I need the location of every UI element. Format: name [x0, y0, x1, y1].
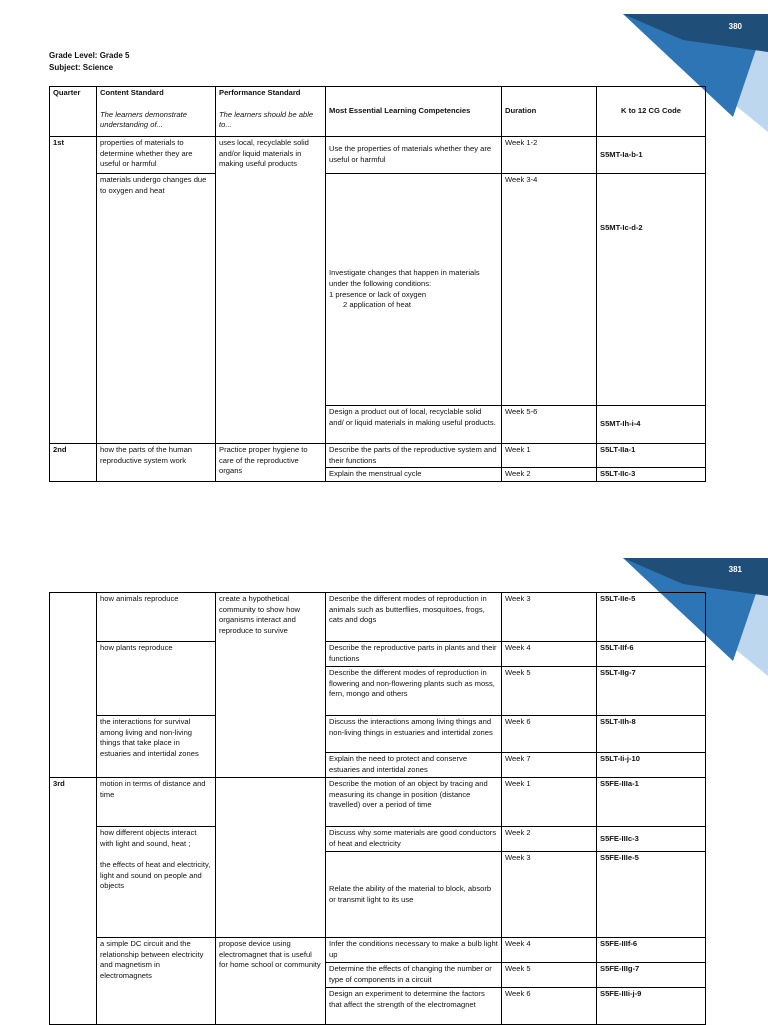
competency-cell: Describe the motion of an object by tracing and measuring its change in position (distance travelled) over a period of time — [326, 778, 502, 827]
header-performance-standard: Performance Standard The learners should be able to... — [216, 87, 326, 137]
competency-cell: Use the properties of materials whether they are useful or harmful — [326, 137, 502, 174]
page-381 — [0, 540, 768, 1024]
table-row — [50, 137, 706, 174]
content-standard-cell: a simple DC circuit and the relationship between electricity and magnetism in electromagnets — [97, 938, 216, 1025]
page-number: 381 — [728, 565, 742, 574]
content-standard-cell: how plants reproduce — [97, 642, 216, 716]
table-row — [50, 778, 706, 827]
performance-standard-cell — [216, 778, 326, 938]
competency-cell: Explain the need to protect and conserve estuaries and intertidal zones — [326, 753, 502, 778]
duration-cell: Week 6 — [502, 716, 597, 753]
duration-cell: Week 7 — [502, 753, 597, 778]
duration-cell: Week 3 — [502, 593, 597, 642]
competency-cell: Determine the effects of changing the number or type of components in a circuit — [326, 963, 502, 988]
code-cell: S5FE-IIIg-7 — [597, 963, 706, 988]
duration-cell: Week 2 — [502, 827, 597, 852]
duration-cell: Week 1-2 — [502, 137, 597, 174]
table-row — [50, 642, 706, 667]
content-standard-cell: motion in terms of distance and time — [97, 778, 216, 827]
code-cell: S5LT-IIf-6 — [597, 642, 706, 667]
duration-cell: Week 4 — [502, 642, 597, 667]
duration-cell: Week 4 — [502, 938, 597, 963]
header-duration: Duration — [502, 87, 597, 137]
header-competencies: Most Essential Learning Competencies — [326, 87, 502, 137]
code-cell: S5FE-IIIa-1 — [597, 778, 706, 827]
page-380 — [0, 0, 768, 500]
grade-level: Grade Level: Grade 5 — [49, 51, 130, 60]
code-cell: S5LT-IIe-5 — [597, 593, 706, 642]
code-cell: S5LT-IIh-8 — [597, 716, 706, 753]
code-cell: S5LT-Ii-j-10 — [597, 753, 706, 778]
code-cell: S5LT-IIc-3 — [597, 468, 706, 482]
code-cell: S5LT-IIa-1 — [597, 444, 706, 468]
content-standard-cell: properties of materials to determine whether they are useful or harmful — [97, 137, 216, 174]
header-quarter: Quarter — [50, 87, 97, 137]
competency-cell: Describe the different modes of reproduction in animals such as butterflies, mosquitoes, frogs, cats and dogs — [326, 593, 502, 642]
curriculum-table-page1 — [49, 86, 706, 482]
performance-standard-cell: propose device using electromagnet that is useful for home school or community — [216, 938, 326, 1025]
code-cell: S5FE-IIIi-j-9 — [597, 988, 706, 1025]
competency-cell: Discuss the interactions among living things and non-living things in estuaries and intertidal zones — [326, 716, 502, 753]
content-standard-cell: how animals reproduce — [97, 593, 216, 642]
table-row — [50, 827, 706, 852]
performance-standard-cell: uses local, recyclable solid and/or liquid materials in making useful products — [216, 137, 326, 444]
duration-cell: Week 3-4 — [502, 174, 597, 406]
competency-cell: Describe the reproductive parts in plants and their functions — [326, 642, 502, 667]
table-row — [50, 174, 706, 406]
code-cell: S5MT-Ia-b-1 — [597, 137, 706, 174]
performance-standard-cell: create a hypothetical community to show how organisms interact and reproduce to survive — [216, 593, 326, 778]
quarter-cell: 3rd — [50, 778, 97, 1025]
content-standard-cell: how different objects interact with light and sound, heat ; the effects of heat and electricity, light and sound on people and objects — [97, 827, 216, 938]
code-cell: S5LT-IIg-7 — [597, 667, 706, 716]
competency-cell: Relate the ability of the material to block, absorb or transmit light to its use — [326, 852, 502, 938]
competency-cell: Design an experiment to determine the factors that affect the strength of the electromagnet — [326, 988, 502, 1025]
subject: Subject: Science — [49, 63, 114, 72]
code-cell: S5MT-Ih-i-4 — [597, 406, 706, 444]
duration-cell: Week 2 — [502, 468, 597, 482]
quarter-cell — [50, 593, 97, 778]
quarter-cell: 2nd — [50, 444, 97, 482]
duration-cell: Week 3 — [502, 852, 597, 938]
duration-cell: Week 1 — [502, 444, 597, 468]
competency-cell: Investigate changes that happen in materials under the following conditions: 1 presence or lack of oxygen 2 application of heat — [326, 174, 502, 406]
duration-cell: Week 5-6 — [502, 406, 597, 444]
competency-cell: Describe the different modes of reproduction in flowering and non-flowering plants such as moss, fern, mongo and others — [326, 667, 502, 716]
content-standard-cell: how the parts of the human reproductive system work — [97, 444, 216, 482]
code-cell: S5FE-IIIc-3 — [597, 827, 706, 852]
content-standard-cell: materials undergo changes due to oxygen and heat — [97, 174, 216, 444]
duration-cell: Week 6 — [502, 988, 597, 1025]
code-cell: S5FE-IIIf-6 — [597, 938, 706, 963]
competency-cell: Describe the parts of the reproductive system and their functions — [326, 444, 502, 468]
performance-standard-cell: Practice proper hygiene to care of the reproductive organs — [216, 444, 326, 482]
competency-cell: Discuss why some materials are good conductors of heat and electricity — [326, 827, 502, 852]
duration-cell: Week 1 — [502, 778, 597, 827]
duration-cell: Week 5 — [502, 667, 597, 716]
header-code: K to 12 CG Code — [597, 87, 706, 137]
code-cell: S5FE-IIIe-5 — [597, 852, 706, 938]
table-row — [50, 593, 706, 642]
code-cell: S5MT-Ic-d-2 — [597, 174, 706, 406]
competency-cell: Infer the conditions necessary to make a bulb light up — [326, 938, 502, 963]
page-number: 380 — [728, 22, 742, 31]
table-row — [50, 716, 706, 753]
curriculum-table-page2 — [49, 592, 706, 1025]
quarter-cell: 1st — [50, 137, 97, 444]
header-content-standard: Content Standard The learners demonstrate understanding of... — [97, 87, 216, 137]
table-row — [50, 444, 706, 468]
table-row — [50, 938, 706, 963]
content-standard-cell: the interactions for survival among living and non-living things that take place in estuaries and intertidal zones — [97, 716, 216, 778]
competency-cell: Explain the menstrual cycle — [326, 468, 502, 482]
competency-cell: Design a product out of local, recyclable solid and/ or liquid materials in making useful products. — [326, 406, 502, 444]
duration-cell: Week 5 — [502, 963, 597, 988]
